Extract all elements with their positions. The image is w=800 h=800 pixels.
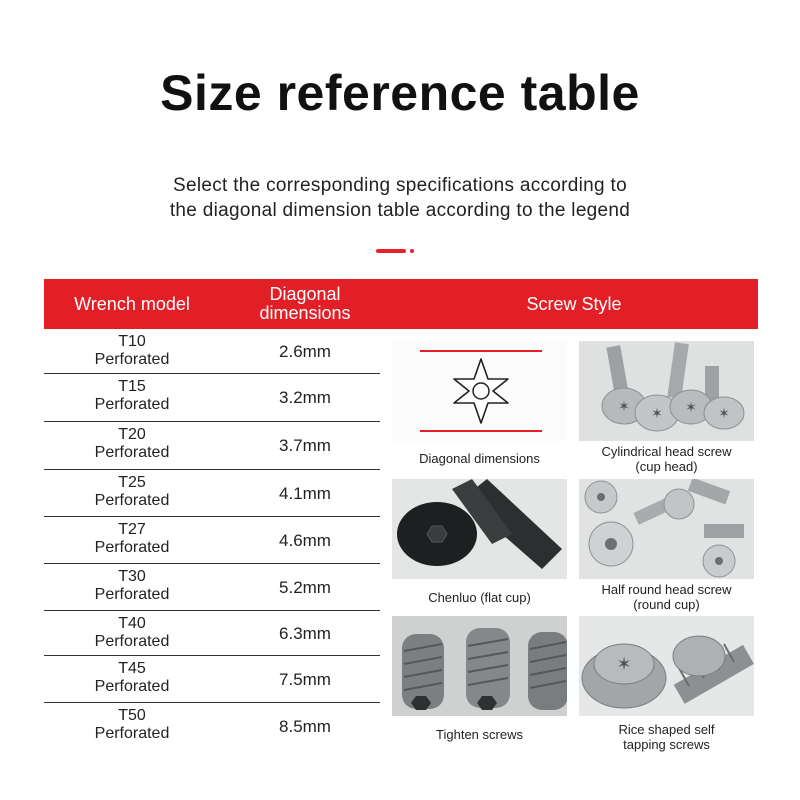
cylindrical-screw-icon [579, 341, 754, 441]
style-card-flat-cup [392, 479, 567, 605]
model-type: Perforated [94, 444, 170, 461]
caption-line-1: Diagonal dimensions [419, 451, 540, 466]
wrench-model-cell [44, 426, 220, 462]
style-caption [392, 451, 567, 466]
caption-line-1: Half round head screw [601, 582, 732, 597]
subtitle [0, 173, 800, 223]
model-code: T40 [118, 615, 146, 632]
diagonal-cell: 7.5mm [279, 669, 331, 689]
model-type: Perforated [94, 633, 170, 650]
model-code: T27 [118, 521, 146, 538]
svg-text:✶: ✶ [718, 406, 730, 422]
diagonal-cell: 5.2mm [279, 577, 331, 597]
wrench-model-cell [44, 707, 220, 743]
table-row [44, 564, 380, 611]
svg-text:✶: ✶ [616, 654, 632, 675]
flat-cup-screw-photo [392, 479, 567, 579]
svg-text:✶: ✶ [651, 406, 663, 422]
style-caption [579, 444, 754, 474]
style-caption [579, 582, 754, 612]
table-header [44, 279, 758, 329]
style-card-tighten-screws [392, 616, 567, 742]
half-round-screw-photo [579, 479, 754, 579]
subtitle-line-2: the diagonal dimension table according to the legend [169, 200, 631, 221]
caption-line-1: Tighten screws [436, 727, 523, 742]
model-code: T10 [118, 333, 146, 350]
model-code: T20 [118, 426, 146, 443]
self-tapping-screw-icon [579, 616, 754, 716]
accent-bar [376, 249, 406, 253]
table-row [44, 329, 380, 374]
svg-text:✶: ✶ [618, 399, 630, 415]
table-row [44, 611, 380, 656]
table-row [44, 656, 380, 703]
model-type: Perforated [94, 351, 170, 368]
table-row [44, 703, 380, 750]
diagonal-cell: 6.3mm [279, 623, 331, 643]
caption-line-1: Cylindrical head screw [601, 444, 732, 459]
style-caption [392, 590, 567, 605]
style-card-half-round-head [579, 479, 754, 612]
svg-text:✶: ✶ [685, 400, 697, 416]
model-code: T45 [118, 660, 146, 677]
header-diagonal-dimensions [220, 279, 390, 329]
wrench-model-cell [44, 568, 220, 604]
wrench-model-cell [44, 521, 220, 557]
subtitle-line-1: Select the corresponding specifications according to [173, 175, 627, 196]
style-card-diagonal-dimensions [392, 341, 567, 466]
style-caption [579, 722, 754, 752]
wrench-model-cell [44, 333, 220, 369]
style-card-self-tapping [579, 616, 754, 752]
model-code: T30 [118, 568, 146, 585]
accent-dot [410, 249, 414, 253]
style-caption [392, 727, 567, 742]
torx-star-icon [392, 341, 567, 441]
round-head-screw-icon [579, 479, 754, 579]
set-screw-icon [392, 616, 567, 716]
header-diagonal-line-2: dimensions [259, 303, 351, 323]
header-screw-style: Screw Style [526, 293, 622, 314]
flat-cup-screw-icon [392, 479, 567, 579]
caption-line-2: (round cup) [633, 597, 700, 612]
caption-line-2: (cup head) [635, 459, 698, 474]
caption-line-2: tapping screws [623, 737, 710, 752]
table-row [44, 374, 380, 422]
accent-divider [376, 249, 414, 253]
diagonal-cell: 4.6mm [279, 530, 331, 550]
model-code: T25 [118, 474, 146, 491]
model-code: T50 [118, 707, 146, 724]
diagonal-cell: 2.6mm [279, 341, 331, 361]
diagonal-cell: 4.1mm [279, 483, 331, 503]
model-code: T15 [118, 378, 146, 395]
header-wrench-model: Wrench model [74, 293, 190, 314]
caption-line-1: Rice shaped self [618, 722, 715, 737]
model-type: Perforated [94, 725, 170, 742]
diagonal-cell: 8.5mm [279, 716, 331, 736]
wrench-model-cell [44, 474, 220, 510]
wrench-model-cell [44, 615, 220, 651]
model-type: Perforated [94, 586, 170, 603]
wrench-model-cell [44, 378, 220, 414]
caption-line-1: Chenluo (flat cup) [428, 590, 531, 605]
model-type: Perforated [94, 396, 170, 413]
torx-diagram [392, 341, 567, 441]
table-row [44, 470, 380, 517]
set-screw-photo [392, 616, 567, 716]
size-table-body [44, 329, 380, 750]
model-type: Perforated [94, 492, 170, 509]
header-diagonal-line-1: Diagonal [269, 284, 341, 304]
cylindrical-head-screw-photo [579, 341, 754, 441]
model-type: Perforated [94, 539, 170, 556]
table-row [44, 422, 380, 470]
self-tapping-screw-photo [579, 616, 754, 716]
diagonal-cell: 3.2mm [279, 388, 331, 407]
table-row [44, 517, 380, 564]
style-card-cylindrical-head [579, 341, 754, 474]
model-type: Perforated [94, 678, 170, 695]
diagonal-cell: 3.7mm [279, 436, 331, 455]
page-title: Size reference table [160, 65, 640, 121]
wrench-model-cell [44, 660, 220, 696]
